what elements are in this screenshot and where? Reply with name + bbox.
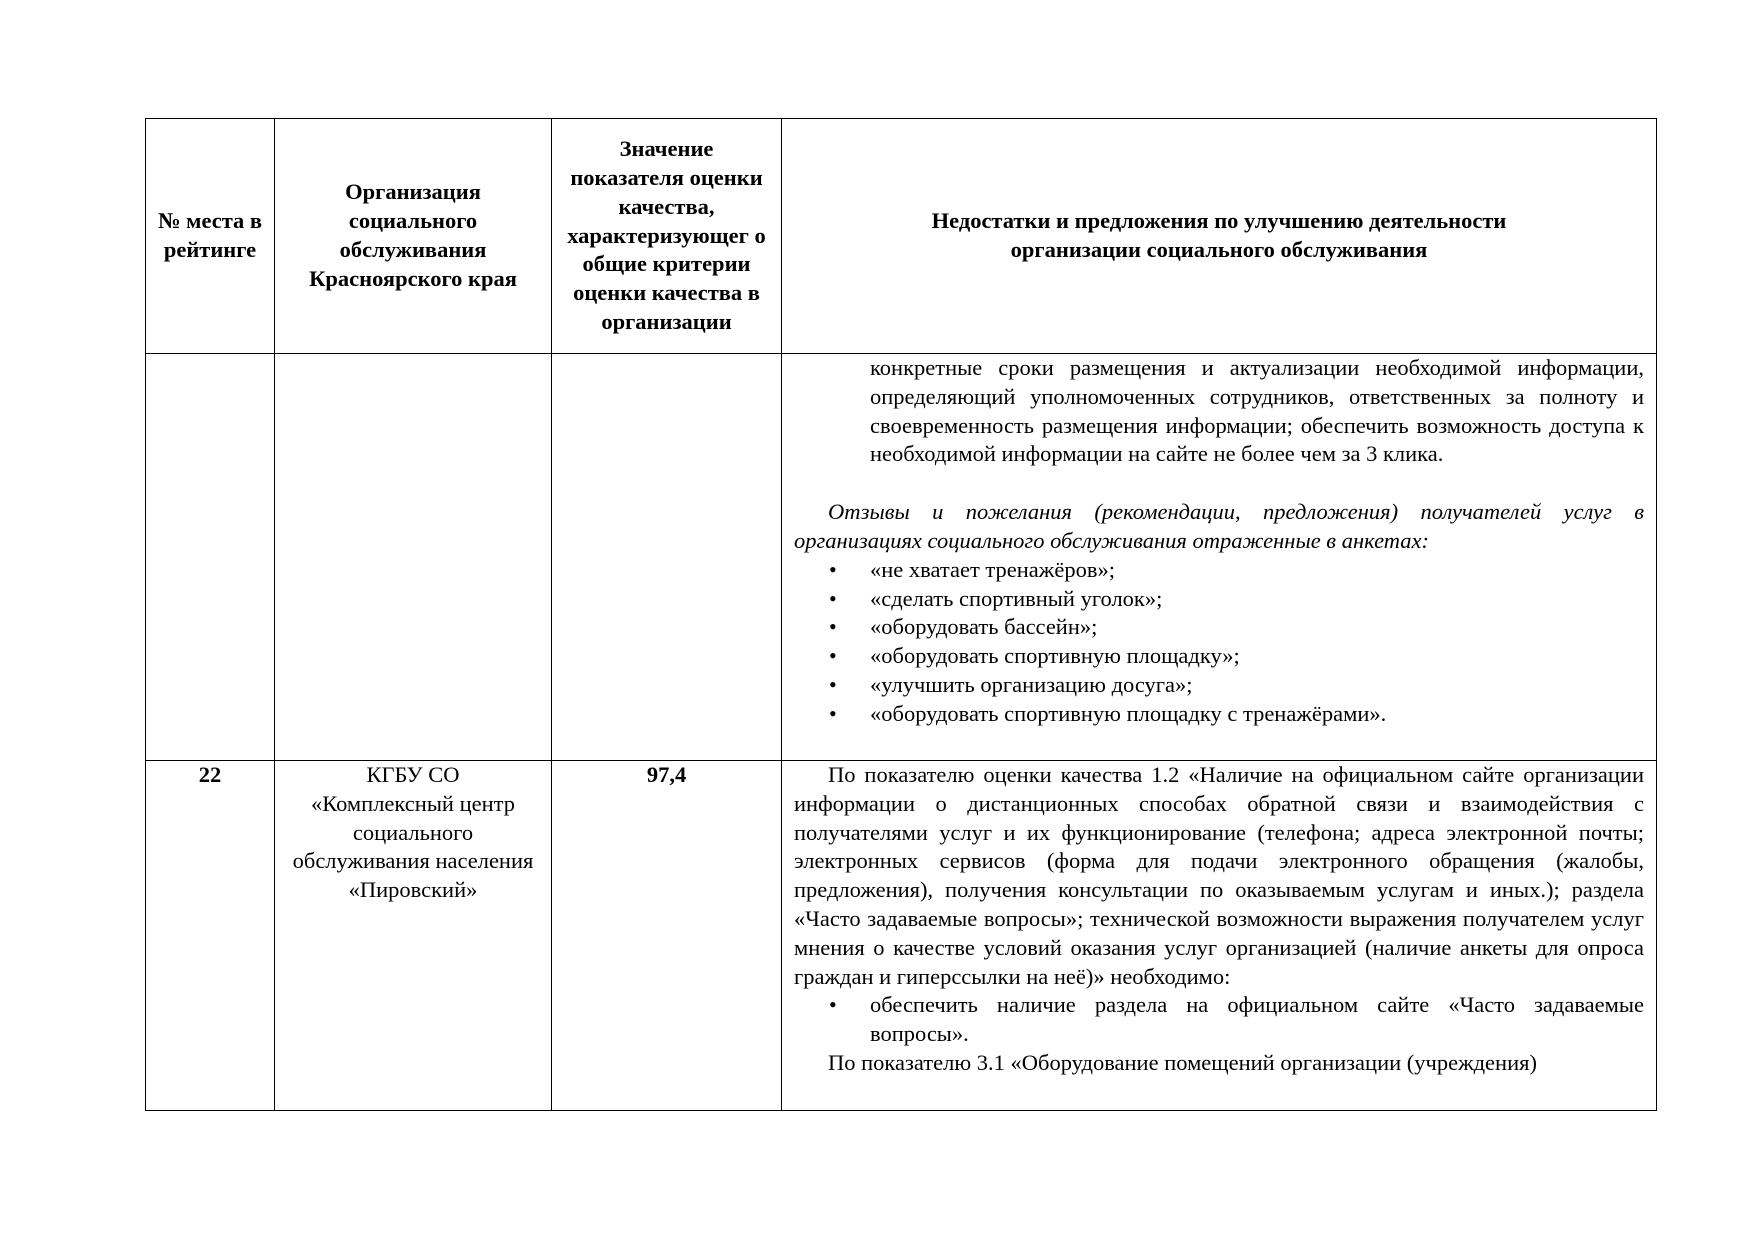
header-organization	[275, 119, 552, 354]
feedback-intro: Отзывы и пожелания (рекомендации, предложения) получателей услуг в организациях социального обслуживания отраженные в анкетах:	[794, 499, 1644, 553]
table-header-row	[146, 119, 1657, 354]
feedback-list	[794, 556, 1644, 729]
organization-name-line2: «Комплексный центр социального обслуживания населения «Пировский»	[292, 790, 534, 903]
paragraph-spacer	[794, 469, 1644, 498]
cell-rank-empty	[146, 354, 275, 761]
score-value: 97,4	[646, 762, 687, 787]
header-rank-label: № места в рейтинге	[157, 208, 263, 262]
cell-score	[552, 761, 782, 1111]
shortcomings-paragraph: По показателю оценки качества 1.2 «Наличие на официальном сайте организации информации о дистанционных способах обратной связи и взаимодействия с получателями услуг и их функционирование (телефона; адреса электронной почты; электронных сервисов (форма для подачи электронного обращения (жалобы, предложения), получения консультации по оказываемым услугам и иных.); раздела «Часто задаваемые вопросы»; технической возможности выражения получателем услуг мнения о качестве условий оказания услуг организацией (наличие анкеты для опроса граждан и гиперссылки на неё)» необходимо:	[794, 762, 1644, 989]
list-item: • «не хватает тренажёров»;	[794, 556, 1644, 585]
list-item: • «оборудовать бассейн»;	[794, 613, 1644, 642]
header-score	[552, 119, 782, 354]
list-item: • «оборудовать спортивную площадку с тренажёрами».	[794, 700, 1644, 729]
rating-table	[145, 118, 1657, 1111]
list-item: • «оборудовать спортивную площадку»;	[794, 642, 1644, 671]
cell-organization	[275, 761, 552, 1111]
rank-value: 22	[198, 762, 222, 787]
table-row	[146, 761, 1657, 1111]
cell-organization-empty	[275, 354, 552, 761]
header-rank	[146, 119, 275, 354]
organization-name-line1: КГБУ СО	[366, 762, 460, 787]
list-item: • «улучшить организацию досуга»;	[794, 671, 1644, 700]
cell-shortcomings	[782, 761, 1657, 1111]
header-shortcomings	[782, 119, 1657, 354]
recommendation-list	[794, 991, 1644, 1049]
list-item: • обеспечить наличие раздела на официальном сайте «Часто задаваемые вопросы».	[794, 991, 1644, 1049]
header-organization-label: Организация социального обслуживания Красноярского края	[309, 179, 517, 291]
shortcomings-paragraph-2: По показателю 3.1 «Оборудование помещений организации (учреждения)	[828, 1049, 1537, 1075]
header-shortcomings-line2: организации социального обслуживания	[1010, 237, 1428, 262]
header-score-label: Значение показателя оценки качества, характеризующег о общие критерии оценки качества в организации	[567, 136, 766, 334]
cell-shortcomings	[782, 354, 1657, 761]
cell-rank	[146, 761, 275, 1111]
cell-score-empty	[552, 354, 782, 761]
list-item: • «сделать спортивный уголок»;	[794, 585, 1644, 614]
table-row	[146, 354, 1657, 761]
header-shortcomings-line1: Недостатки и предложения по улучшению деятельности	[931, 208, 1507, 234]
recommendation-paragraph: конкретные сроки размещения и актуализации необходимой информации, определяющий уполномоченных сотрудников, ответственных за полноту и своевременность размещения информации; обеспечить возможность доступа к необходимой информации на сайте не более чем за 3 клика.	[870, 355, 1644, 467]
